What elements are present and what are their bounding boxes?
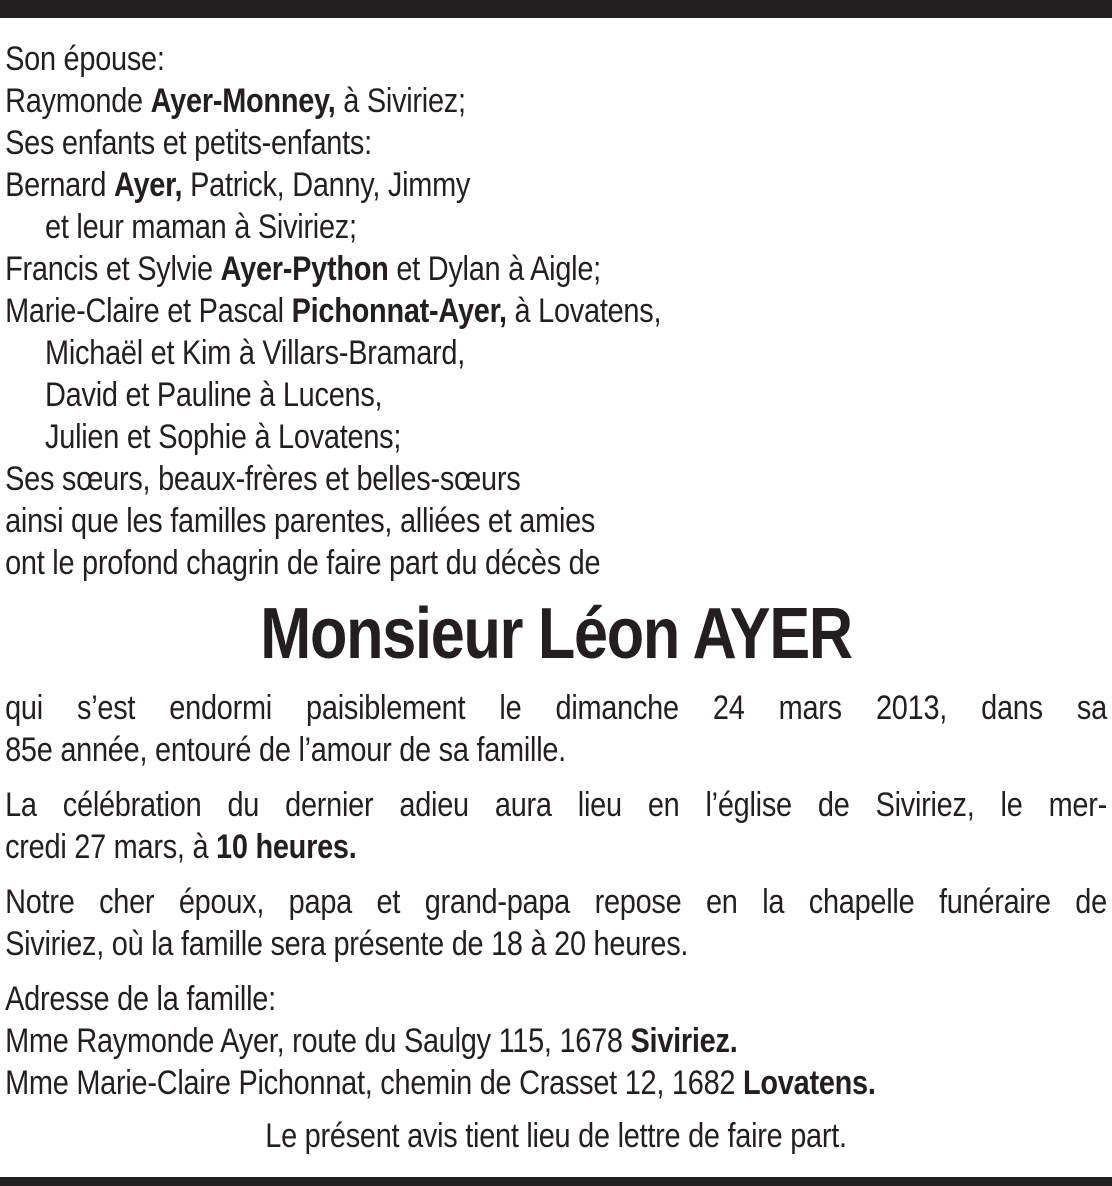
bold-text-segment: Siviriez. [630, 1022, 738, 1060]
text-line [5, 80, 1107, 122]
top-rule [0, 0, 1112, 18]
text-line [5, 374, 1107, 416]
text-segment: 85e année, entouré de l’amour de sa famille. [5, 731, 566, 769]
obituary-notice [0, 18, 1112, 1157]
text-line [5, 38, 1107, 80]
text-segment: Mme Raymonde Ayer, route du Saulgy 115, 1678 [5, 1022, 631, 1060]
text-line [5, 122, 1107, 164]
text-segment: Bernard [5, 166, 114, 204]
text-line [5, 206, 1107, 248]
bold-text-segment: Ayer-Python [220, 250, 389, 288]
text-segment: Mme Marie-Claire Pichonnat, chemin de Crasset 12, 1682 [5, 1064, 743, 1102]
text-segment: credi 27 mars, à [5, 828, 217, 866]
paragraph-ceremony-details [5, 784, 1107, 868]
bottom-rule [0, 1177, 1112, 1186]
family-list [5, 38, 1107, 584]
text-segment: Son épouse: [5, 40, 165, 78]
text-line [5, 826, 1107, 868]
text-segment: à Lovatens, [506, 292, 662, 330]
text-segment: Notre cher époux, papa et grand-papa repose en la chapelle funéraire de [5, 883, 1107, 921]
bold-text-segment: Pichonnat-Ayer, [291, 292, 507, 330]
text-segment: Marie-Claire et Pascal [5, 292, 292, 330]
text-segment: et leur maman à Siviriez; [45, 208, 357, 246]
bold-text-segment: 10 heures. [216, 828, 357, 866]
closing-line: Le présent avis tient lieu de lettre de faire part. [265, 1117, 847, 1155]
text-segment: Patrick, Danny, Jimmy [182, 166, 471, 204]
text-line [5, 1020, 1107, 1062]
text-line [5, 332, 1107, 374]
text-line [5, 1062, 1107, 1104]
text-segment: et Dylan à Aigle; [388, 250, 601, 288]
text-line [5, 784, 1107, 826]
text-segment: David et Pauline à Lucens, [45, 376, 383, 414]
text-segment: Raymonde [5, 82, 151, 120]
text-line [5, 923, 1107, 965]
text-segment: Ses sœurs, beaux-frères et belles-sœurs [5, 460, 521, 498]
deceased-name-title: Monsieur Léon AYER [260, 594, 852, 674]
text-segment: Francis et Sylvie [5, 250, 221, 288]
text-line [5, 248, 1107, 290]
text-line [5, 687, 1107, 729]
text-segment: ainsi que les familles parentes, alliées et amies [5, 502, 596, 540]
text-segment: Siviriez, où la famille sera présente de 18 à 20 heures. [5, 925, 689, 963]
bold-text-segment: Ayer-Monney, [150, 82, 336, 120]
text-segment: à Siviriez; [335, 82, 466, 120]
text-line [5, 978, 1107, 1020]
text-segment: Ses enfants et petits-enfants: [5, 124, 372, 162]
text-line [5, 458, 1107, 500]
paragraph-death-announcement [5, 687, 1107, 771]
text-segment: ont le profond chagrin de faire part du décès de [5, 544, 601, 582]
text-line [5, 542, 1107, 584]
text-line [5, 290, 1107, 332]
bold-text-segment: Ayer, [113, 166, 183, 204]
text-segment: La célébration du dernier adieu aura lieu en l’église de Siviriez, le mer- [5, 786, 1107, 824]
text-line [5, 500, 1107, 542]
family-address-block [5, 978, 1107, 1104]
text-line [5, 729, 1107, 771]
paragraph-chapel-visitation [5, 881, 1107, 965]
text-line [5, 881, 1107, 923]
text-segment: Julien et Sophie à Lovatens; [45, 418, 402, 456]
text-segment: qui s’est endormi paisiblement le dimanche 24 mars 2013, dans sa [5, 689, 1107, 727]
text-line [5, 416, 1107, 458]
text-line [5, 164, 1107, 206]
text-segment: Adresse de la famille: [5, 980, 276, 1018]
text-segment: Michaël et Kim à Villars-Bramard, [45, 334, 466, 372]
bold-text-segment: Lovatens. [742, 1064, 876, 1102]
